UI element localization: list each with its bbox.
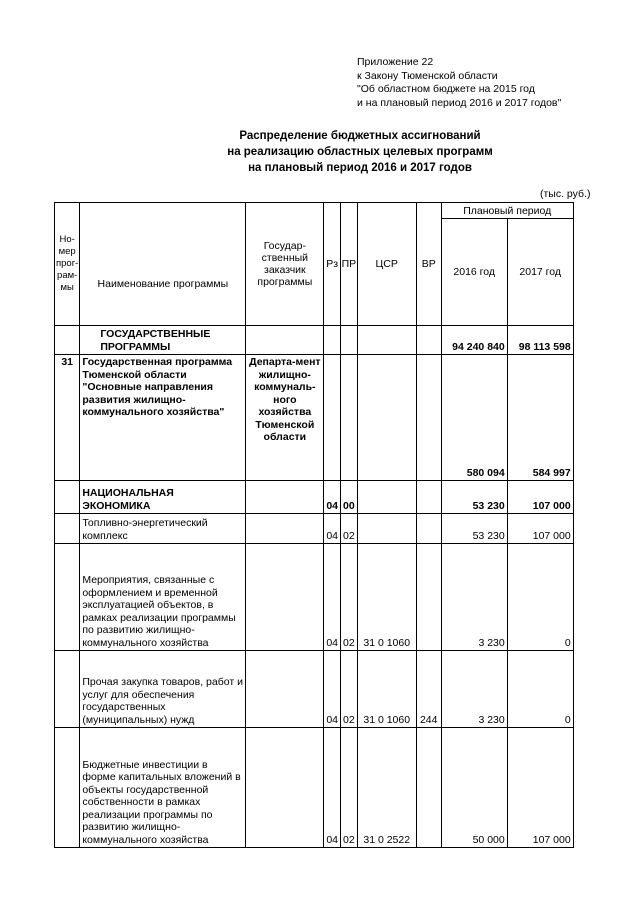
budget-table bbox=[54, 202, 574, 848]
cell-2017: 107 000 bbox=[507, 514, 573, 544]
cell-csr: 31 0 1060 bbox=[357, 651, 416, 728]
cell-2017: 584 997 bbox=[507, 355, 573, 481]
title-line: Распределение бюджетных ассигнований bbox=[239, 130, 481, 142]
annex-line: и на плановый период 2016 и 2017 годов" bbox=[357, 96, 562, 109]
cell-2016: 53 230 bbox=[441, 481, 507, 514]
title-line: на плановый период 2016 и 2017 годов bbox=[248, 162, 472, 174]
cell-rz bbox=[324, 326, 341, 355]
cell-rz: 04 bbox=[324, 651, 341, 728]
cell-2016: 3 230 bbox=[441, 651, 507, 728]
cell-customer bbox=[246, 544, 324, 651]
cell-pr: 00 bbox=[341, 481, 358, 514]
cell-csr bbox=[357, 481, 416, 514]
table-row bbox=[55, 514, 574, 544]
header-customer: Государ-ственный заказчик программы bbox=[246, 203, 324, 326]
cell-vr bbox=[416, 326, 441, 355]
header-2016: 2016 год bbox=[441, 219, 507, 326]
annex-line: Приложение 22 bbox=[357, 56, 434, 68]
cell-customer bbox=[246, 514, 324, 544]
cell-2016: 580 094 bbox=[441, 355, 507, 481]
cell-rz bbox=[324, 355, 341, 481]
cell-csr: 31 0 2522 bbox=[357, 728, 416, 848]
cell-pr: 02 bbox=[341, 651, 358, 728]
cell-vr bbox=[416, 355, 441, 481]
cell-num bbox=[55, 514, 80, 544]
cell-2017: 98 113 598 bbox=[507, 326, 573, 355]
header-rz: Рз bbox=[324, 203, 341, 326]
cell-customer bbox=[246, 481, 324, 514]
cell-num: 31 bbox=[55, 355, 80, 481]
annex-block bbox=[357, 56, 561, 110]
table-row bbox=[55, 481, 574, 514]
cell-customer bbox=[246, 728, 324, 848]
cell-2016: 3 230 bbox=[441, 544, 507, 651]
cell-rz: 04 bbox=[324, 514, 341, 544]
cell-csr bbox=[357, 355, 416, 481]
cell-name: ГОСУДАРСТВЕННЫЕ ПРОГРАММЫ bbox=[80, 326, 246, 355]
unit-label: (тыс. руб.) bbox=[540, 188, 591, 200]
cell-vr bbox=[416, 481, 441, 514]
cell-2016: 50 000 bbox=[441, 728, 507, 848]
cell-num bbox=[55, 651, 80, 728]
cell-csr: 31 0 1060 bbox=[357, 544, 416, 651]
annex-line: к Закону Тюменской области bbox=[357, 69, 498, 82]
cell-name: Прочая закупка товаров, работ и услуг для обеспечения государственных (муниципальных) нужд bbox=[80, 651, 246, 728]
cell-num bbox=[55, 326, 80, 355]
cell-name: Государственная программа Тюменской области "Основные направления развития жилищно-коммунального хозяйства" bbox=[80, 355, 246, 481]
annex-line: "Об областном бюджете на 2015 год bbox=[357, 83, 535, 95]
cell-customer: Департа-мент жилищно-коммуналь-ного хозяйства Тюменской области bbox=[246, 355, 324, 481]
cell-vr bbox=[416, 514, 441, 544]
cell-vr: 244 bbox=[416, 651, 441, 728]
cell-name: Топливно-энергетический комплекс bbox=[80, 514, 246, 544]
cell-2016: 53 230 bbox=[441, 514, 507, 544]
header-name: Наименование программы bbox=[80, 203, 246, 326]
cell-2016: 94 240 840 bbox=[441, 326, 507, 355]
cell-num bbox=[55, 481, 80, 514]
cell-name: Бюджетные инвестиции в форме капитальных вложений в объекты государственной собственности в рамках реализации программы по развитию жилищно-коммунального хозяйства bbox=[80, 728, 246, 848]
cell-name: НАЦИОНАЛЬНАЯ ЭКОНОМИКА bbox=[80, 481, 246, 514]
table-row bbox=[55, 326, 574, 355]
cell-vr bbox=[416, 544, 441, 651]
table-row bbox=[55, 728, 574, 848]
header-plan: Плановый период bbox=[441, 203, 573, 219]
cell-pr: 02 bbox=[341, 728, 358, 848]
header-num: Но-мер прог-рам-мы bbox=[55, 203, 80, 326]
cell-2017: 107 000 bbox=[507, 481, 573, 514]
cell-num bbox=[55, 544, 80, 651]
document-title bbox=[0, 128, 640, 176]
cell-2017: 107 000 bbox=[507, 728, 573, 848]
cell-rz: 04 bbox=[324, 728, 341, 848]
cell-customer bbox=[246, 651, 324, 728]
title-line: на реализацию областных целевых программ bbox=[227, 146, 493, 158]
cell-pr bbox=[341, 326, 358, 355]
cell-rz: 04 bbox=[324, 481, 341, 514]
cell-2017: 0 bbox=[507, 651, 573, 728]
cell-vr bbox=[416, 728, 441, 848]
cell-pr bbox=[341, 355, 358, 481]
header-vr: ВР bbox=[416, 203, 441, 326]
header-pr: ПР bbox=[341, 203, 358, 326]
table-row bbox=[55, 651, 574, 728]
header-csr: ЦСР bbox=[357, 203, 416, 326]
cell-name: Мероприятия, связанные с оформлением и временной эксплуатацией объектов, в рамках реализации программы по развитию жилищно-коммунального хозяйства bbox=[80, 544, 246, 651]
header-2017: 2017 год bbox=[507, 219, 573, 326]
table-row bbox=[55, 355, 574, 481]
cell-2017: 0 bbox=[507, 544, 573, 651]
cell-csr bbox=[357, 326, 416, 355]
cell-pr: 02 bbox=[341, 514, 358, 544]
cell-customer bbox=[246, 326, 324, 355]
cell-csr bbox=[357, 514, 416, 544]
cell-rz: 04 bbox=[324, 544, 341, 651]
cell-num bbox=[55, 728, 80, 848]
table-row bbox=[55, 544, 574, 651]
cell-pr: 02 bbox=[341, 544, 358, 651]
